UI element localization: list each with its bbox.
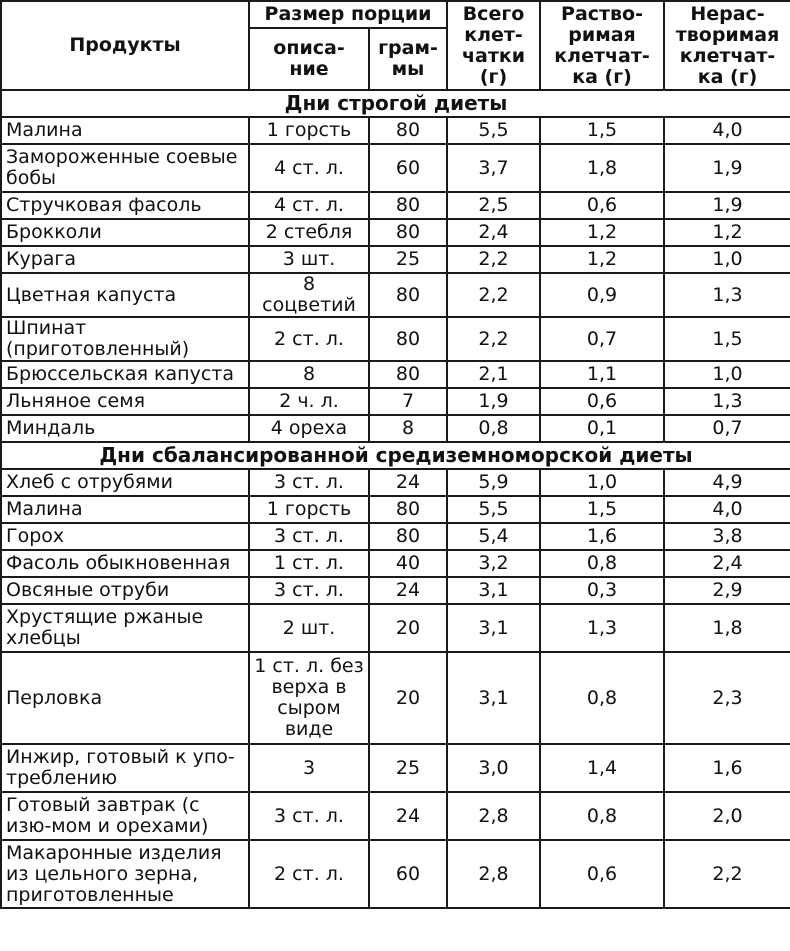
portion-grams-cell: 24 [369, 792, 447, 840]
product-cell: Малина [1, 496, 249, 523]
product-cell: Курага [1, 246, 249, 273]
table-row [1, 523, 790, 550]
total-fiber-cell: 1,9 [447, 388, 540, 415]
table-row [1, 246, 790, 273]
total-fiber-cell: 2,2 [447, 246, 540, 273]
product-cell: Стручковая фасоль [1, 192, 249, 219]
insoluble-fiber-cell: 4,0 [664, 496, 790, 523]
product-cell: Цветная капуста [1, 273, 249, 317]
total-fiber-cell: 5,5 [447, 496, 540, 523]
insoluble-fiber-cell: 4,0 [664, 117, 790, 144]
product-cell: Перловка [1, 652, 249, 744]
table-row [1, 496, 790, 523]
insoluble-fiber-cell: 1,2 [664, 219, 790, 246]
soluble-fiber-cell: 0,1 [540, 415, 664, 442]
portion-grams-cell: 80 [369, 219, 447, 246]
section-title: Дни строгой диеты [1, 90, 790, 117]
portion-desc-cell: 4 ст. л. [249, 144, 369, 192]
insoluble-fiber-cell: 1,5 [664, 317, 790, 361]
header-insoluble-fiber: Нерас-творимая клетчат-ка (г) [664, 1, 790, 90]
table-row [1, 317, 790, 361]
soluble-fiber-cell: 0,8 [540, 652, 664, 744]
portion-desc-cell: 2 ст. л. [249, 317, 369, 361]
soluble-fiber-cell: 0,7 [540, 317, 664, 361]
table-row [1, 550, 790, 577]
total-fiber-cell: 0,8 [447, 415, 540, 442]
portion-grams-cell: 60 [369, 144, 447, 192]
insoluble-fiber-cell: 2,0 [664, 792, 790, 840]
soluble-fiber-cell: 1,2 [540, 246, 664, 273]
portion-desc-cell: 2 стебля [249, 219, 369, 246]
section-title: Дни сбалансированной средиземноморской диеты [1, 442, 790, 469]
insoluble-fiber-cell: 1,6 [664, 744, 790, 792]
header-portion-desc: описа-ние [249, 28, 369, 90]
portion-grams-cell: 20 [369, 604, 447, 652]
portion-grams-cell: 60 [369, 840, 447, 908]
portion-grams-cell: 24 [369, 577, 447, 604]
portion-desc-cell: 3 шт. [249, 246, 369, 273]
table-row [1, 388, 790, 415]
portion-desc-cell: 3 ст. л. [249, 469, 369, 496]
table-row [1, 144, 790, 192]
header-portion-grams: грам-мы [369, 28, 447, 90]
portion-desc-cell: 8 [249, 361, 369, 388]
total-fiber-cell: 5,9 [447, 469, 540, 496]
portion-desc-cell: 2 ч. л. [249, 388, 369, 415]
portion-desc-cell: 3 ст. л. [249, 792, 369, 840]
insoluble-fiber-cell: 1,0 [664, 246, 790, 273]
table-row [1, 219, 790, 246]
product-cell: Фасоль обыкновенная [1, 550, 249, 577]
total-fiber-cell: 5,5 [447, 117, 540, 144]
insoluble-fiber-cell: 1,9 [664, 192, 790, 219]
table-row [1, 652, 790, 744]
soluble-fiber-cell: 0,3 [540, 577, 664, 604]
portion-desc-cell: 2 ст. л. [249, 840, 369, 908]
insoluble-fiber-cell: 2,3 [664, 652, 790, 744]
portion-grams-cell: 24 [369, 469, 447, 496]
header-portion-size: Размер порции [249, 1, 447, 28]
soluble-fiber-cell: 1,6 [540, 523, 664, 550]
soluble-fiber-cell: 1,3 [540, 604, 664, 652]
portion-grams-cell: 20 [369, 652, 447, 744]
portion-grams-cell: 25 [369, 246, 447, 273]
portion-desc-cell: 8 соцветий [249, 273, 369, 317]
table-row [1, 840, 790, 908]
portion-grams-cell: 80 [369, 117, 447, 144]
product-cell: Замороженные соевые бобы [1, 144, 249, 192]
soluble-fiber-cell: 1,5 [540, 496, 664, 523]
portion-grams-cell: 80 [369, 192, 447, 219]
insoluble-fiber-cell: 1,3 [664, 273, 790, 317]
total-fiber-cell: 2,2 [447, 317, 540, 361]
portion-grams-cell: 80 [369, 317, 447, 361]
portion-desc-cell: 1 горсть [249, 117, 369, 144]
portion-desc-cell: 3 ст. л. [249, 523, 369, 550]
product-cell: Горох [1, 523, 249, 550]
portion-grams-cell: 8 [369, 415, 447, 442]
section-header-row [1, 90, 790, 117]
header-soluble-fiber: Раство-римая клетчат-ка (г) [540, 1, 664, 90]
product-cell: Хлеб с отрубями [1, 469, 249, 496]
portion-desc-cell: 3 [249, 744, 369, 792]
portion-grams-cell: 80 [369, 496, 447, 523]
table-row [1, 469, 790, 496]
portion-desc-cell: 4 ст. л. [249, 192, 369, 219]
total-fiber-cell: 2,5 [447, 192, 540, 219]
portion-desc-cell: 1 горсть [249, 496, 369, 523]
portion-desc-cell: 1 ст. л. [249, 550, 369, 577]
table-row [1, 604, 790, 652]
portion-grams-cell: 80 [369, 273, 447, 317]
total-fiber-cell: 3,1 [447, 604, 540, 652]
product-cell: Готовый завтрак (с изю-мом и орехами) [1, 792, 249, 840]
insoluble-fiber-cell: 1,9 [664, 144, 790, 192]
insoluble-fiber-cell: 1,0 [664, 361, 790, 388]
insoluble-fiber-cell: 0,7 [664, 415, 790, 442]
table-row [1, 273, 790, 317]
total-fiber-cell: 2,8 [447, 792, 540, 840]
soluble-fiber-cell: 1,0 [540, 469, 664, 496]
total-fiber-cell: 3,1 [447, 577, 540, 604]
portion-desc-cell: 2 шт. [249, 604, 369, 652]
product-cell: Инжир, готовый к упо-треблению [1, 744, 249, 792]
portion-desc-cell: 1 ст. л. без верха в сыром виде [249, 652, 369, 744]
soluble-fiber-cell: 0,8 [540, 550, 664, 577]
total-fiber-cell: 3,2 [447, 550, 540, 577]
product-cell: Макаронные изделия из цельного зерна, приготовленные [1, 840, 249, 908]
portion-grams-cell: 80 [369, 523, 447, 550]
table-row [1, 415, 790, 442]
portion-grams-cell: 40 [369, 550, 447, 577]
table-row [1, 192, 790, 219]
table-row [1, 117, 790, 144]
total-fiber-cell: 3,1 [447, 652, 540, 744]
soluble-fiber-cell: 1,2 [540, 219, 664, 246]
portion-grams-cell: 80 [369, 361, 447, 388]
total-fiber-cell: 2,8 [447, 840, 540, 908]
soluble-fiber-cell: 1,4 [540, 744, 664, 792]
insoluble-fiber-cell: 2,9 [664, 577, 790, 604]
soluble-fiber-cell: 0,9 [540, 273, 664, 317]
product-cell: Брокколи [1, 219, 249, 246]
total-fiber-cell: 3,0 [447, 744, 540, 792]
total-fiber-cell: 2,2 [447, 273, 540, 317]
product-cell: Миндаль [1, 415, 249, 442]
insoluble-fiber-cell: 1,3 [664, 388, 790, 415]
soluble-fiber-cell: 1,5 [540, 117, 664, 144]
table-row [1, 792, 790, 840]
total-fiber-cell: 5,4 [447, 523, 540, 550]
section-header-row [1, 442, 790, 469]
header-product: Продукты [1, 1, 249, 90]
header-total-fiber: Всего клет-чатки (г) [447, 1, 540, 90]
product-cell: Овсяные отруби [1, 577, 249, 604]
insoluble-fiber-cell: 4,9 [664, 469, 790, 496]
soluble-fiber-cell: 0,6 [540, 388, 664, 415]
soluble-fiber-cell: 1,8 [540, 144, 664, 192]
insoluble-fiber-cell: 1,8 [664, 604, 790, 652]
product-cell: Хрустящие ржаные хлебцы [1, 604, 249, 652]
total-fiber-cell: 2,4 [447, 219, 540, 246]
product-cell: Брюссельская капуста [1, 361, 249, 388]
insoluble-fiber-cell: 2,4 [664, 550, 790, 577]
product-cell: Малина [1, 117, 249, 144]
soluble-fiber-cell: 0,8 [540, 792, 664, 840]
insoluble-fiber-cell: 3,8 [664, 523, 790, 550]
table-body [1, 90, 790, 908]
total-fiber-cell: 3,7 [447, 144, 540, 192]
portion-grams-cell: 7 [369, 388, 447, 415]
product-cell: Льняное семя [1, 388, 249, 415]
table-row [1, 361, 790, 388]
portion-desc-cell: 4 ореха [249, 415, 369, 442]
portion-desc-cell: 3 ст. л. [249, 577, 369, 604]
soluble-fiber-cell: 0,6 [540, 840, 664, 908]
table-row [1, 577, 790, 604]
soluble-fiber-cell: 1,1 [540, 361, 664, 388]
soluble-fiber-cell: 0,6 [540, 192, 664, 219]
table-row [1, 744, 790, 792]
product-cell: Шпинат (приготовленный) [1, 317, 249, 361]
total-fiber-cell: 2,1 [447, 361, 540, 388]
portion-grams-cell: 25 [369, 744, 447, 792]
insoluble-fiber-cell: 2,2 [664, 840, 790, 908]
